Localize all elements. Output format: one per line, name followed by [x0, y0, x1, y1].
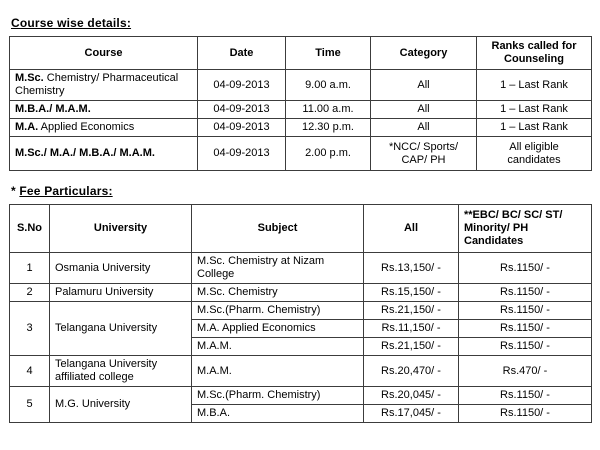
ebc-header: **EBC/ BC/ SC/ ST/ Minority/ PH Candidates: [459, 205, 592, 253]
table-row: [10, 119, 592, 137]
course-cell: [10, 101, 198, 119]
university-cell: Palamuru University: [50, 284, 192, 302]
university-header: University: [50, 205, 192, 253]
university-cell: Telangana University: [50, 302, 192, 356]
sno-cell: 3: [10, 302, 50, 356]
fee-ebc-cell: Rs.1150/ -: [459, 253, 592, 284]
course-section-title: [11, 16, 591, 30]
all-header: All: [364, 205, 459, 253]
category-cell: *NCC/ Sports/ CAP/ PH: [371, 137, 477, 171]
course-name-bold: M.B.A./ M.A.M.: [15, 103, 91, 115]
category-cell: All: [371, 101, 477, 119]
date-cell: 04-09-2013: [198, 70, 286, 101]
fee-ebc-cell: Rs.1150/ -: [459, 284, 592, 302]
fee-table: [9, 204, 592, 423]
subject-cell: M.A.M.: [192, 338, 364, 356]
date-cell: 04-09-2013: [198, 119, 286, 137]
time-cell: 2.00 p.m.: [286, 137, 371, 171]
university-cell: M.G. University: [50, 387, 192, 423]
table-row: [10, 302, 592, 320]
ranks-cell: All eligible candidates: [477, 137, 592, 171]
ranks-cell: 1 – Last Rank: [477, 101, 592, 119]
fee-all-cell: Rs.13,150/ -: [364, 253, 459, 284]
time-cell: 11.00 a.m.: [286, 101, 371, 119]
university-cell: Telangana University affiliated college: [50, 356, 192, 387]
fee-all-cell: Rs.21,150/ -: [364, 302, 459, 320]
subject-cell: M.Sc. Chemistry at Nizam College: [192, 253, 364, 284]
course-name-rest: Applied Economics: [38, 121, 135, 133]
course-cell: [10, 119, 198, 137]
course-name-bold: M.A.: [15, 121, 39, 133]
fee-ebc-cell: Rs.1150/ -: [459, 387, 592, 405]
table-row: [10, 137, 592, 171]
table-row: [10, 253, 592, 284]
fee-all-cell: Rs.20,470/ -: [364, 356, 459, 387]
ranks-header: Ranks called for Counseling: [477, 37, 592, 70]
sno-cell: 2: [10, 284, 50, 302]
table-row: [10, 70, 592, 101]
fee-ebc-cell: Rs.1150/ -: [459, 320, 592, 338]
sno-cell: 4: [10, 356, 50, 387]
sno-cell: 1: [10, 253, 50, 284]
course-name-bold: M.Sc./ M.A./ M.B.A./ M.A.M.: [15, 147, 155, 159]
fee-title-prefix: *: [11, 184, 20, 198]
fee-all-cell: Rs.20,045/ -: [364, 387, 459, 405]
subject-cell: M.A. Applied Economics: [192, 320, 364, 338]
table-row: [10, 387, 592, 405]
subject-header: Subject: [192, 205, 364, 253]
course-table-header-row: [10, 37, 592, 70]
course-section-title-text: Course wise details:: [11, 16, 132, 30]
subject-cell: M.Sc.(Pharm. Chemistry): [192, 302, 364, 320]
fee-ebc-cell: Rs.1150/ -: [459, 338, 592, 356]
fee-section-title-text: Fee Particulars:: [19, 184, 113, 198]
course-cell: [10, 137, 198, 171]
fee-all-cell: Rs.21,150/ -: [364, 338, 459, 356]
subject-cell: M.Sc. Chemistry: [192, 284, 364, 302]
fee-ebc-cell: Rs.470/ -: [459, 356, 592, 387]
course-name-rest: Chemistry/ Pharmaceutical Chemistry: [15, 72, 179, 97]
fee-section-title: [11, 184, 591, 198]
date-cell: 04-09-2013: [198, 137, 286, 171]
course-header: Course: [10, 37, 198, 70]
subject-cell: M.B.A.: [192, 405, 364, 423]
course-cell: [10, 70, 198, 101]
fee-table-header-row: [10, 205, 592, 253]
fee-ebc-cell: Rs.1150/ -: [459, 405, 592, 423]
subject-cell: M.A.M.: [192, 356, 364, 387]
fee-ebc-cell: Rs.1150/ -: [459, 302, 592, 320]
category-header: Category: [371, 37, 477, 70]
table-row: [10, 284, 592, 302]
table-row: [10, 356, 592, 387]
date-header: Date: [198, 37, 286, 70]
ranks-cell: 1 – Last Rank: [477, 119, 592, 137]
course-table: [9, 36, 592, 171]
date-cell: 04-09-2013: [198, 101, 286, 119]
subject-cell: M.Sc.(Pharm. Chemistry): [192, 387, 364, 405]
university-cell: Osmania University: [50, 253, 192, 284]
time-header: Time: [286, 37, 371, 70]
fee-all-cell: Rs.17,045/ -: [364, 405, 459, 423]
fee-all-cell: Rs.15,150/ -: [364, 284, 459, 302]
table-row: [10, 101, 592, 119]
ranks-cell: 1 – Last Rank: [477, 70, 592, 101]
category-cell: All: [371, 119, 477, 137]
category-cell: All: [371, 70, 477, 101]
course-name-bold: M.Sc.: [15, 72, 44, 84]
sno-cell: 5: [10, 387, 50, 423]
time-cell: 9.00 a.m.: [286, 70, 371, 101]
sno-header: S.No: [10, 205, 50, 253]
fee-all-cell: Rs.11,150/ -: [364, 320, 459, 338]
time-cell: 12.30 p.m.: [286, 119, 371, 137]
